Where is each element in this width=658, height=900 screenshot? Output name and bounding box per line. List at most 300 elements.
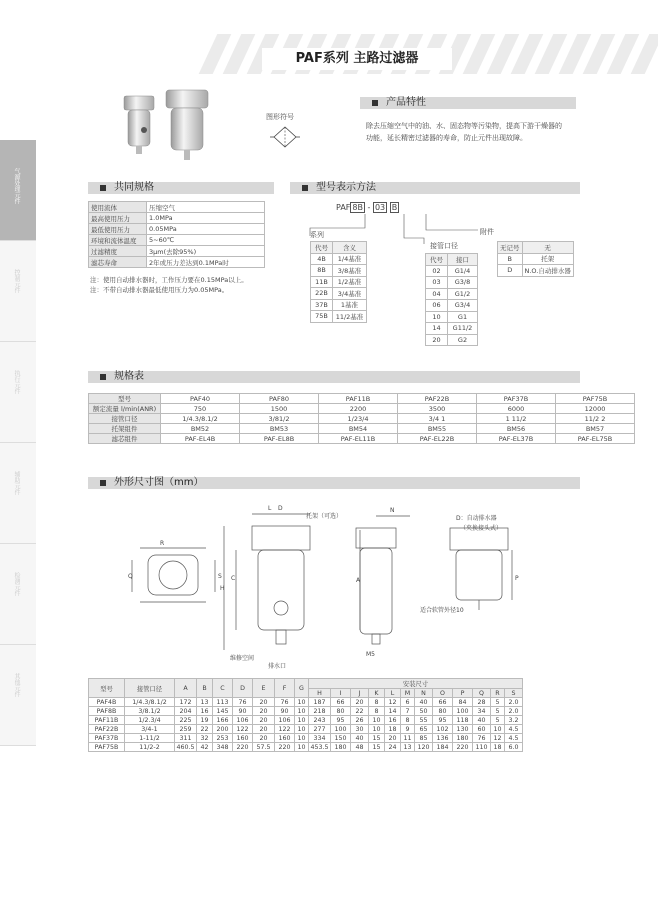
table-cell: 28: [473, 698, 491, 707]
table-row: [426, 265, 478, 277]
table-cell: 1基准: [333, 299, 367, 311]
table-row: [89, 698, 523, 707]
table-cell: 6000: [477, 404, 556, 414]
table-cell: F: [275, 679, 295, 698]
table-cell: 26: [351, 716, 369, 725]
dim-label: A: [356, 577, 361, 584]
table-cell: 80: [331, 707, 351, 716]
table-cell: PAF80: [240, 394, 319, 404]
table-row: [426, 311, 478, 323]
table-cell: 无记号: [498, 242, 523, 254]
table-cell: 100: [453, 707, 473, 716]
table-cell: 5: [491, 698, 505, 707]
table-cell: 110: [473, 743, 491, 752]
section-header: 产品特性: [360, 97, 576, 109]
table-cell: 03: [426, 277, 448, 289]
note: 注：不带自动排水器最低使用压力为0.05MPa。: [90, 286, 229, 294]
table-cell: 5: [491, 716, 505, 725]
table-cell: 160: [275, 734, 295, 743]
table-cell: D: [498, 265, 523, 277]
table-cell: 1500: [240, 404, 319, 414]
table-cell: 3500: [398, 404, 477, 414]
table-cell: 13: [401, 743, 415, 752]
table-cell: 34: [473, 707, 491, 716]
dim-label: C: [231, 575, 236, 582]
table-cell: G3/8: [448, 277, 478, 289]
table-cell: 57.5: [253, 743, 275, 752]
table-cell: 40: [415, 698, 433, 707]
table-cell: 130: [453, 725, 473, 734]
table-cell: 接管口径: [125, 679, 175, 698]
table-cell: PAF-EL22B: [398, 434, 477, 444]
table-row: [311, 242, 367, 254]
table-cell: 85: [415, 734, 433, 743]
table-cell: 311: [175, 734, 197, 743]
table-cell: 20: [253, 698, 275, 707]
table-cell: PAF37B: [477, 394, 556, 404]
table-cell: R: [491, 689, 505, 698]
table-cell: PAF11B: [89, 716, 125, 725]
table-cell: E: [253, 679, 275, 698]
table-cell: 15: [369, 734, 385, 743]
table-cell: 20: [253, 716, 275, 725]
table-row: [498, 265, 574, 277]
dim-label: R: [160, 540, 165, 547]
table-row: [311, 288, 367, 300]
table-cell: 40: [473, 716, 491, 725]
table-cell: 7: [401, 707, 415, 716]
side-tab[interactable]: 气源处理元件: [0, 140, 36, 241]
table-cell: 200: [213, 725, 233, 734]
table-cell: PAF22B: [89, 725, 125, 734]
table-cell: 4B: [311, 253, 333, 265]
table-cell: K: [369, 689, 385, 698]
table-cell: 3/8基准: [333, 265, 367, 277]
table-cell: 10: [295, 725, 309, 734]
table-cell: 最低使用压力: [89, 224, 147, 235]
table-cell: 12: [385, 698, 401, 707]
dimension-drawing: [120, 500, 560, 670]
table-cell: 37B: [311, 299, 333, 311]
table-cell: 额定流量 l/min(ANR): [89, 404, 161, 414]
table-row: [426, 300, 478, 312]
table-row: [426, 277, 478, 289]
table-cell: 453.5: [310, 743, 329, 751]
table-cell: 压缩空气: [147, 202, 265, 213]
dim-label: L: [268, 505, 272, 512]
table-row: [89, 679, 523, 689]
table-cell: 含义: [333, 242, 367, 254]
table-cell: 19: [197, 716, 213, 725]
table-cell: 220: [453, 743, 473, 752]
dim-label: N: [390, 507, 395, 514]
table-row: [311, 265, 367, 277]
table-cell: 10: [295, 707, 309, 716]
table-cell: 24: [385, 743, 401, 752]
table-cell: 20: [253, 707, 275, 716]
table-cell: 1/2.3/4: [125, 716, 175, 725]
table-row: [89, 734, 523, 743]
table-cell: 220: [233, 743, 253, 752]
table-row: [311, 311, 367, 323]
table-cell: PAF22B: [398, 394, 477, 404]
table-cell: 76: [473, 734, 491, 743]
table-cell: 16: [385, 716, 401, 725]
table-cell: 10: [426, 311, 448, 323]
page-title: PAF系列 主路过滤器: [262, 48, 452, 70]
section-header: 外形尺寸图（mm）: [88, 477, 580, 489]
table-cell: 5~60℃: [147, 235, 265, 246]
table-cell: 3/8.1/2: [125, 707, 175, 716]
table-cell: 10: [295, 716, 309, 725]
table-cell: 型号: [89, 679, 125, 698]
table-cell: N.O.自动排水器: [522, 265, 573, 277]
common-spec-table: [88, 201, 265, 268]
table-row: [311, 299, 367, 311]
table-cell: G11/2: [448, 323, 478, 335]
table-row: [89, 394, 635, 404]
table-cell: 55: [415, 716, 433, 725]
side-tab[interactable]: 其他元件: [0, 645, 36, 746]
table-cell: 172: [175, 698, 197, 707]
dim-label: M5: [366, 651, 375, 658]
filter-symbol-icon: [270, 124, 300, 150]
table-cell: 3/81/2: [240, 414, 319, 424]
table-cell: P: [453, 689, 473, 698]
table-cell: 84: [453, 698, 473, 707]
table-cell: 2年或压力差达到0.1MPa时: [147, 257, 265, 268]
table-cell: 1-11/2: [125, 734, 175, 743]
table-row: [426, 254, 478, 266]
table-cell: 8B: [311, 265, 333, 277]
table-cell: 32: [197, 734, 213, 743]
table-cell: A: [175, 679, 197, 698]
table-cell: 3/4基准: [333, 288, 367, 300]
table-cell: 代号: [311, 242, 333, 254]
features-text: 除去压缩空气中的油、水、固态物等污染物，提高下游干燥器的: [366, 122, 562, 130]
table-cell: 12000: [556, 404, 635, 414]
table-cell: PAF75B: [89, 743, 125, 752]
table-cell: 接口: [448, 254, 478, 266]
table-cell: 11: [401, 734, 415, 743]
table-cell: 14: [426, 323, 448, 335]
table-cell: C: [213, 679, 233, 698]
table-cell: 11/2基准: [333, 311, 367, 323]
table-cell: 113: [213, 698, 233, 707]
table-cell: PAF-EL8B: [240, 434, 319, 444]
table-cell: 22: [351, 707, 369, 716]
side-tab[interactable]: 执行元件: [0, 342, 36, 443]
table-cell: 76: [275, 698, 295, 707]
port-table: [425, 253, 478, 346]
table-cell: 106: [275, 716, 295, 725]
table-cell: 750: [161, 404, 240, 414]
side-tab[interactable]: 检测元件: [0, 544, 36, 645]
table-cell: 90: [233, 707, 253, 716]
table-cell: 5: [491, 707, 505, 716]
table-cell: L: [385, 689, 401, 698]
table-cell: 10: [491, 725, 505, 734]
table-cell: Q: [473, 689, 491, 698]
table-cell: BM56: [477, 424, 556, 434]
table-cell: S: [505, 689, 523, 698]
table-cell: 180: [453, 734, 473, 743]
table-cell: 环境和流体温度: [89, 235, 147, 246]
table-cell: 2.0: [505, 707, 523, 716]
table-cell: 滤芯寿命: [89, 257, 147, 268]
table-cell: 1/4基准: [333, 253, 367, 265]
table-cell: 过滤精度: [89, 246, 147, 257]
spec-table: [88, 393, 635, 444]
table-cell: 9: [401, 725, 415, 734]
table-cell: 277: [309, 725, 331, 734]
table-cell: PAF75B: [556, 394, 635, 404]
table-cell: 66: [331, 698, 351, 707]
dim-label: 排水口: [268, 663, 287, 670]
table-cell: 18: [491, 743, 505, 752]
table-cell: 15: [369, 743, 385, 752]
table-cell: PAF-EL4B: [161, 434, 240, 444]
table-cell: 22: [197, 725, 213, 734]
table-cell: 90: [275, 707, 295, 716]
table-cell: 10: [295, 698, 309, 707]
table-cell: 30: [351, 725, 369, 734]
dim-label: D：自动排水器: [456, 515, 497, 522]
table-cell: 145: [213, 707, 233, 716]
table-cell: G2: [448, 334, 478, 346]
table-row: [89, 404, 635, 414]
table-cell: 334: [309, 734, 331, 743]
table-cell: 11/2-2: [125, 743, 175, 752]
table-cell: 11B: [311, 276, 333, 288]
series-table: [310, 241, 367, 323]
table-cell: 1 11/2: [477, 414, 556, 424]
table-cell: 75B: [311, 311, 333, 323]
table-row: [89, 725, 523, 734]
table-cell: 243: [309, 716, 331, 725]
table-cell: I: [331, 689, 351, 698]
table-row: [89, 424, 635, 434]
table-cell: 204: [175, 707, 197, 716]
dim-label: （夹换接头式）: [460, 525, 503, 532]
table-cell: 10: [369, 725, 385, 734]
table-cell: 120: [415, 743, 433, 752]
table-cell: PAF4B: [89, 698, 125, 707]
table-cell: J: [351, 689, 369, 698]
table-cell: 最高使用压力: [89, 213, 147, 224]
table-cell: 80: [433, 707, 453, 716]
section-header: 规格表: [88, 371, 580, 383]
table-cell: 60: [473, 725, 491, 734]
table-cell: 06: [426, 300, 448, 312]
table-cell: 2.0: [505, 698, 523, 707]
table-cell: 托架: [522, 253, 573, 265]
accessory-table: [497, 241, 574, 277]
table-cell: BM55: [398, 424, 477, 434]
series-label: 系列: [310, 231, 324, 239]
note: 注：使用自动排水器时，工作压力要在0.15MPa以上。: [90, 276, 248, 284]
features-text: 功能，延长精密过滤器的寿命，防止元件出现故障。: [366, 134, 527, 142]
acc-label: 附件: [480, 228, 494, 236]
table-cell: B: [197, 679, 213, 698]
table-row: [89, 257, 265, 268]
dim-label: D: [278, 505, 283, 512]
table-cell: G3/4: [448, 300, 478, 312]
table-cell: 10: [295, 743, 309, 752]
model-code: PAF 8B - 03 B: [336, 203, 398, 212]
table-cell: 3μm(去除95%): [147, 246, 265, 257]
table-cell: 滤芯组件: [89, 434, 161, 444]
table-cell: 259: [175, 725, 197, 734]
table-cell: 460.5: [176, 743, 195, 751]
table-cell: 50: [415, 707, 433, 716]
table-cell: 218: [309, 707, 331, 716]
table-cell: 348: [213, 743, 233, 752]
table-cell: 95: [433, 716, 453, 725]
table-cell: 253: [213, 734, 233, 743]
table-cell: O: [433, 689, 453, 698]
dim-label: 托架（可选）: [306, 513, 343, 520]
table-row: [426, 288, 478, 300]
table-cell: 接管口径: [89, 414, 161, 424]
table-cell: 3/4-1: [125, 725, 175, 734]
table-row: [89, 707, 523, 716]
table-row: [311, 253, 367, 265]
table-cell: 166: [213, 716, 233, 725]
table-cell: 18: [385, 725, 401, 734]
table-cell: 型号: [89, 394, 161, 404]
table-cell: 180: [331, 743, 351, 752]
table-cell: 1/23/4: [319, 414, 398, 424]
table-cell: 8: [369, 707, 385, 716]
table-cell: 4.5: [505, 734, 523, 743]
table-cell: 1.0MPa: [147, 213, 265, 224]
table-row: [89, 434, 635, 444]
table-cell: M: [401, 689, 415, 698]
table-cell: 220: [275, 743, 295, 752]
table-cell: PAF-EL75B: [556, 434, 635, 444]
table-cell: 1/4.3/8.1/2: [125, 698, 175, 707]
table-cell: 122: [275, 725, 295, 734]
table-cell: 04: [426, 288, 448, 300]
table-cell: 48: [351, 743, 369, 752]
table-cell: 使用流体: [89, 202, 147, 213]
table-cell: PAF-EL37B: [477, 434, 556, 444]
table-cell: 4.5: [505, 725, 523, 734]
table-cell: 122: [233, 725, 253, 734]
table-cell: G1: [448, 311, 478, 323]
table-cell: G1/4: [448, 265, 478, 277]
table-cell: 95: [331, 716, 351, 725]
table-cell: 65: [415, 725, 433, 734]
table-cell: 3/4 1: [398, 414, 477, 424]
dim-label: 适合软管外径10: [420, 607, 464, 614]
table-cell: 10: [295, 734, 309, 743]
section-header: 型号表示方法: [290, 182, 580, 194]
table-row: [426, 323, 478, 335]
side-tab[interactable]: 控制元件: [0, 241, 36, 342]
table-cell: 76: [233, 698, 253, 707]
table-cell: PAF11B: [319, 394, 398, 404]
dim-label: P: [515, 575, 519, 582]
side-tab[interactable]: 辅助元件: [0, 443, 36, 544]
dimension-table: [88, 678, 523, 752]
table-cell: 2200: [319, 404, 398, 414]
product-photo: [118, 88, 218, 163]
table-cell: 160: [233, 734, 253, 743]
table-cell: 3.2: [505, 716, 523, 725]
side-tabs: [0, 140, 36, 746]
table-cell: G1/2: [448, 288, 478, 300]
dim-label: Q: [128, 573, 133, 580]
table-row: [498, 253, 574, 265]
table-cell: 187: [309, 698, 331, 707]
table-cell: 10: [369, 716, 385, 725]
dim-label: H: [220, 585, 225, 592]
table-cell: H: [309, 689, 331, 698]
table-cell: BM54: [319, 424, 398, 434]
table-cell: 66: [433, 698, 453, 707]
table-row: [89, 246, 265, 257]
dim-label: 维修空间: [230, 655, 255, 662]
table-cell: 136: [433, 734, 453, 743]
table-cell: 12: [491, 734, 505, 743]
table-cell: 20: [426, 334, 448, 346]
table-cell: 安装尺寸: [309, 679, 523, 689]
table-cell: 0.05MPa: [147, 224, 265, 235]
table-cell: 6.0: [505, 743, 523, 752]
table-cell: 托架组件: [89, 424, 161, 434]
table-cell: BM52: [161, 424, 240, 434]
table-cell: G: [295, 679, 309, 698]
table-cell: 100: [331, 725, 351, 734]
table-cell: 184: [433, 743, 453, 752]
table-cell: PAF40: [161, 394, 240, 404]
table-cell: 02: [426, 265, 448, 277]
table-row: [426, 334, 478, 346]
table-cell: 150: [331, 734, 351, 743]
table-row: [89, 213, 265, 224]
table-cell: 225: [175, 716, 197, 725]
table-row: [89, 414, 635, 424]
table-cell: 无: [522, 242, 573, 254]
table-cell: 42: [197, 743, 213, 752]
table-cell: 102: [433, 725, 453, 734]
table-cell: N: [415, 689, 433, 698]
table-cell: 8: [369, 698, 385, 707]
table-cell: 8: [401, 716, 415, 725]
table-cell: 40: [351, 734, 369, 743]
port-label: 接管口径: [430, 242, 458, 250]
table-row: [89, 743, 523, 752]
table-cell: 118: [453, 716, 473, 725]
dim-label: S: [218, 573, 222, 580]
table-cell: 11/2 2: [556, 414, 635, 424]
table-cell: BM57: [556, 424, 635, 434]
table-row: [89, 202, 265, 213]
table-cell: 16: [197, 707, 213, 716]
table-cell: PAF8B: [89, 707, 125, 716]
table-cell: 106: [233, 716, 253, 725]
symbol-label: 图形符号: [266, 113, 294, 121]
table-cell: 20: [385, 734, 401, 743]
table-cell: 20: [253, 725, 275, 734]
table-cell: PAF37B: [89, 734, 125, 743]
table-cell: 6: [401, 698, 415, 707]
table-row: [89, 235, 265, 246]
table-cell: BM53: [240, 424, 319, 434]
table-cell: B: [498, 253, 523, 265]
